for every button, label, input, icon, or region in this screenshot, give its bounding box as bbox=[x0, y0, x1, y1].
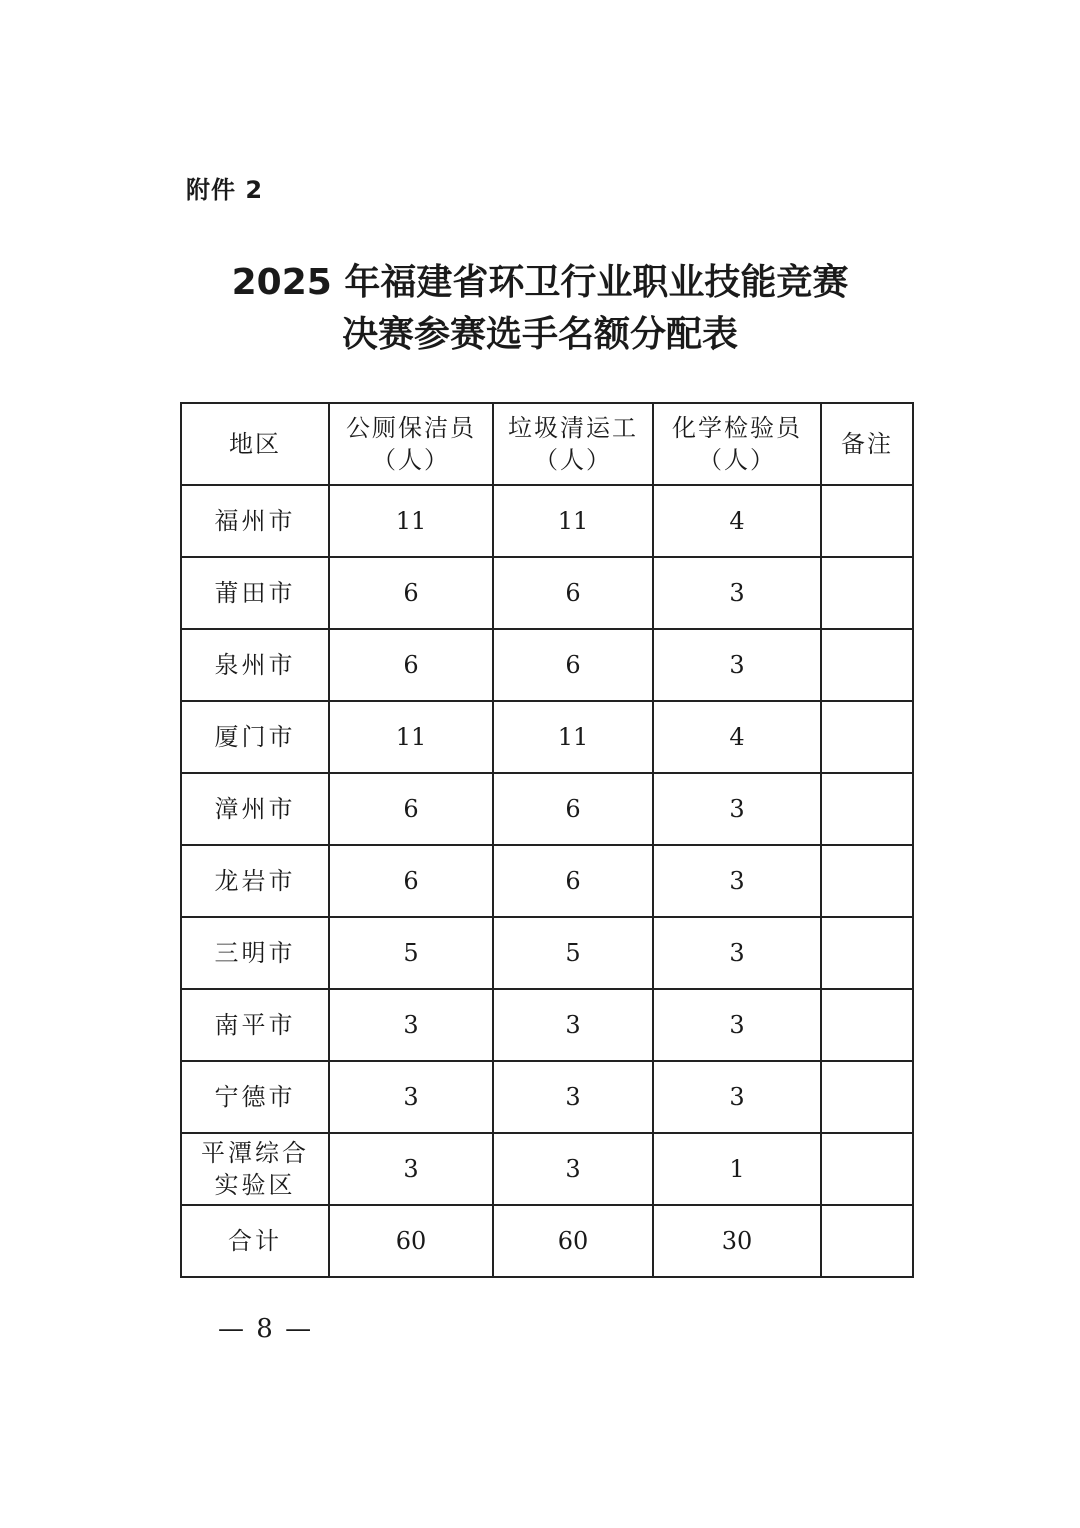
region-name: 福州市 bbox=[214, 507, 296, 535]
region-name: 漳州市 bbox=[214, 795, 296, 823]
toilet-cleaner-count: 6 bbox=[329, 845, 493, 917]
region-cell bbox=[181, 629, 329, 701]
table-row bbox=[181, 917, 913, 989]
region-name: 龙岩市 bbox=[214, 867, 296, 895]
toilet-cleaner-count: 60 bbox=[329, 1205, 493, 1277]
note-cell bbox=[821, 917, 913, 989]
garbage-collector-count: 11 bbox=[493, 485, 653, 557]
table-row bbox=[181, 989, 913, 1061]
note-cell bbox=[821, 773, 913, 845]
chemical-inspector-count: 3 bbox=[653, 557, 821, 629]
note-cell bbox=[821, 1061, 913, 1133]
note-cell bbox=[821, 1205, 913, 1277]
note-cell bbox=[821, 989, 913, 1061]
table-row bbox=[181, 1061, 913, 1133]
toilet-cleaner-count: 6 bbox=[329, 773, 493, 845]
header-chemical-inspector bbox=[653, 403, 821, 485]
region-name: 南平市 bbox=[214, 1011, 296, 1039]
table-row bbox=[181, 557, 913, 629]
garbage-collector-count: 6 bbox=[493, 557, 653, 629]
note-cell bbox=[821, 701, 913, 773]
toilet-cleaner-count: 5 bbox=[329, 917, 493, 989]
garbage-collector-count: 60 bbox=[493, 1205, 653, 1277]
region-cell bbox=[181, 845, 329, 917]
note-cell bbox=[821, 557, 913, 629]
region-name: 三明市 bbox=[214, 939, 296, 967]
table-row bbox=[181, 485, 913, 557]
table-row bbox=[181, 845, 913, 917]
garbage-collector-count: 6 bbox=[493, 845, 653, 917]
header-garbage-collector-label: 垃圾清运工 bbox=[508, 414, 638, 442]
header-garbage-collector-unit: （人） bbox=[534, 446, 612, 474]
chemical-inspector-count: 3 bbox=[653, 773, 821, 845]
note-cell bbox=[821, 485, 913, 557]
region-name: 莆田市 bbox=[214, 579, 296, 607]
region-name: 平潭综合 bbox=[201, 1139, 309, 1167]
garbage-collector-count: 6 bbox=[493, 629, 653, 701]
document-title-line2: 决赛参赛选手名额分配表 bbox=[341, 314, 738, 355]
toilet-cleaner-count: 11 bbox=[329, 485, 493, 557]
region-cell bbox=[181, 989, 329, 1061]
region-cell bbox=[181, 917, 329, 989]
quota-table-header bbox=[181, 403, 913, 485]
region-cell bbox=[181, 1061, 329, 1133]
garbage-collector-count: 11 bbox=[493, 701, 653, 773]
note-cell bbox=[821, 845, 913, 917]
chemical-inspector-count: 3 bbox=[653, 989, 821, 1061]
region-cell bbox=[181, 1133, 329, 1205]
region-name: 厦门市 bbox=[214, 723, 296, 751]
note-cell bbox=[821, 629, 913, 701]
toilet-cleaner-count: 3 bbox=[329, 1061, 493, 1133]
header-garbage-collector bbox=[493, 403, 653, 485]
attachment-label: 附件 2 bbox=[186, 176, 264, 204]
chemical-inspector-count: 3 bbox=[653, 1061, 821, 1133]
header-region: 地区 bbox=[181, 403, 329, 485]
region-name-line2: 实验区 bbox=[214, 1171, 296, 1199]
garbage-collector-count: 3 bbox=[493, 1133, 653, 1205]
region-name: 泉州市 bbox=[214, 651, 296, 679]
chemical-inspector-count: 4 bbox=[653, 701, 821, 773]
table-row bbox=[181, 629, 913, 701]
toilet-cleaner-count: 6 bbox=[329, 557, 493, 629]
chemical-inspector-count: 1 bbox=[653, 1133, 821, 1205]
region-cell bbox=[181, 1205, 329, 1277]
chemical-inspector-count: 3 bbox=[653, 917, 821, 989]
quota-table bbox=[180, 402, 914, 1278]
region-cell bbox=[181, 773, 329, 845]
table-row bbox=[181, 701, 913, 773]
header-chemical-inspector-unit: （人） bbox=[698, 446, 776, 474]
header-toilet-cleaner-unit: （人） bbox=[372, 446, 450, 474]
header-row bbox=[181, 403, 913, 485]
region-cell bbox=[181, 701, 329, 773]
page-number: — 8 — bbox=[218, 1314, 314, 1344]
table-row bbox=[181, 1133, 913, 1205]
region-name: 合计 bbox=[228, 1227, 282, 1255]
table-row bbox=[181, 1205, 913, 1277]
header-chemical-inspector-label: 化学检验员 bbox=[672, 414, 802, 442]
chemical-inspector-count: 30 bbox=[653, 1205, 821, 1277]
garbage-collector-count: 6 bbox=[493, 773, 653, 845]
chemical-inspector-count: 3 bbox=[653, 629, 821, 701]
header-toilet-cleaner bbox=[329, 403, 493, 485]
garbage-collector-count: 3 bbox=[493, 989, 653, 1061]
garbage-collector-count: 5 bbox=[493, 917, 653, 989]
toilet-cleaner-count: 6 bbox=[329, 629, 493, 701]
header-note: 备注 bbox=[821, 403, 913, 485]
chemical-inspector-count: 4 bbox=[653, 485, 821, 557]
note-cell bbox=[821, 1133, 913, 1205]
chemical-inspector-count: 3 bbox=[653, 845, 821, 917]
toilet-cleaner-count: 11 bbox=[329, 701, 493, 773]
region-name: 宁德市 bbox=[214, 1083, 296, 1111]
document-title-line1: 2025 年福建省环卫行业职业技能竞赛 bbox=[231, 262, 849, 303]
region-cell bbox=[181, 485, 329, 557]
quota-table-body bbox=[181, 485, 913, 1277]
table-row bbox=[181, 773, 913, 845]
toilet-cleaner-count: 3 bbox=[329, 1133, 493, 1205]
header-toilet-cleaner-label: 公厕保洁员 bbox=[346, 414, 476, 442]
region-cell bbox=[181, 557, 329, 629]
garbage-collector-count: 3 bbox=[493, 1061, 653, 1133]
toilet-cleaner-count: 3 bbox=[329, 989, 493, 1061]
